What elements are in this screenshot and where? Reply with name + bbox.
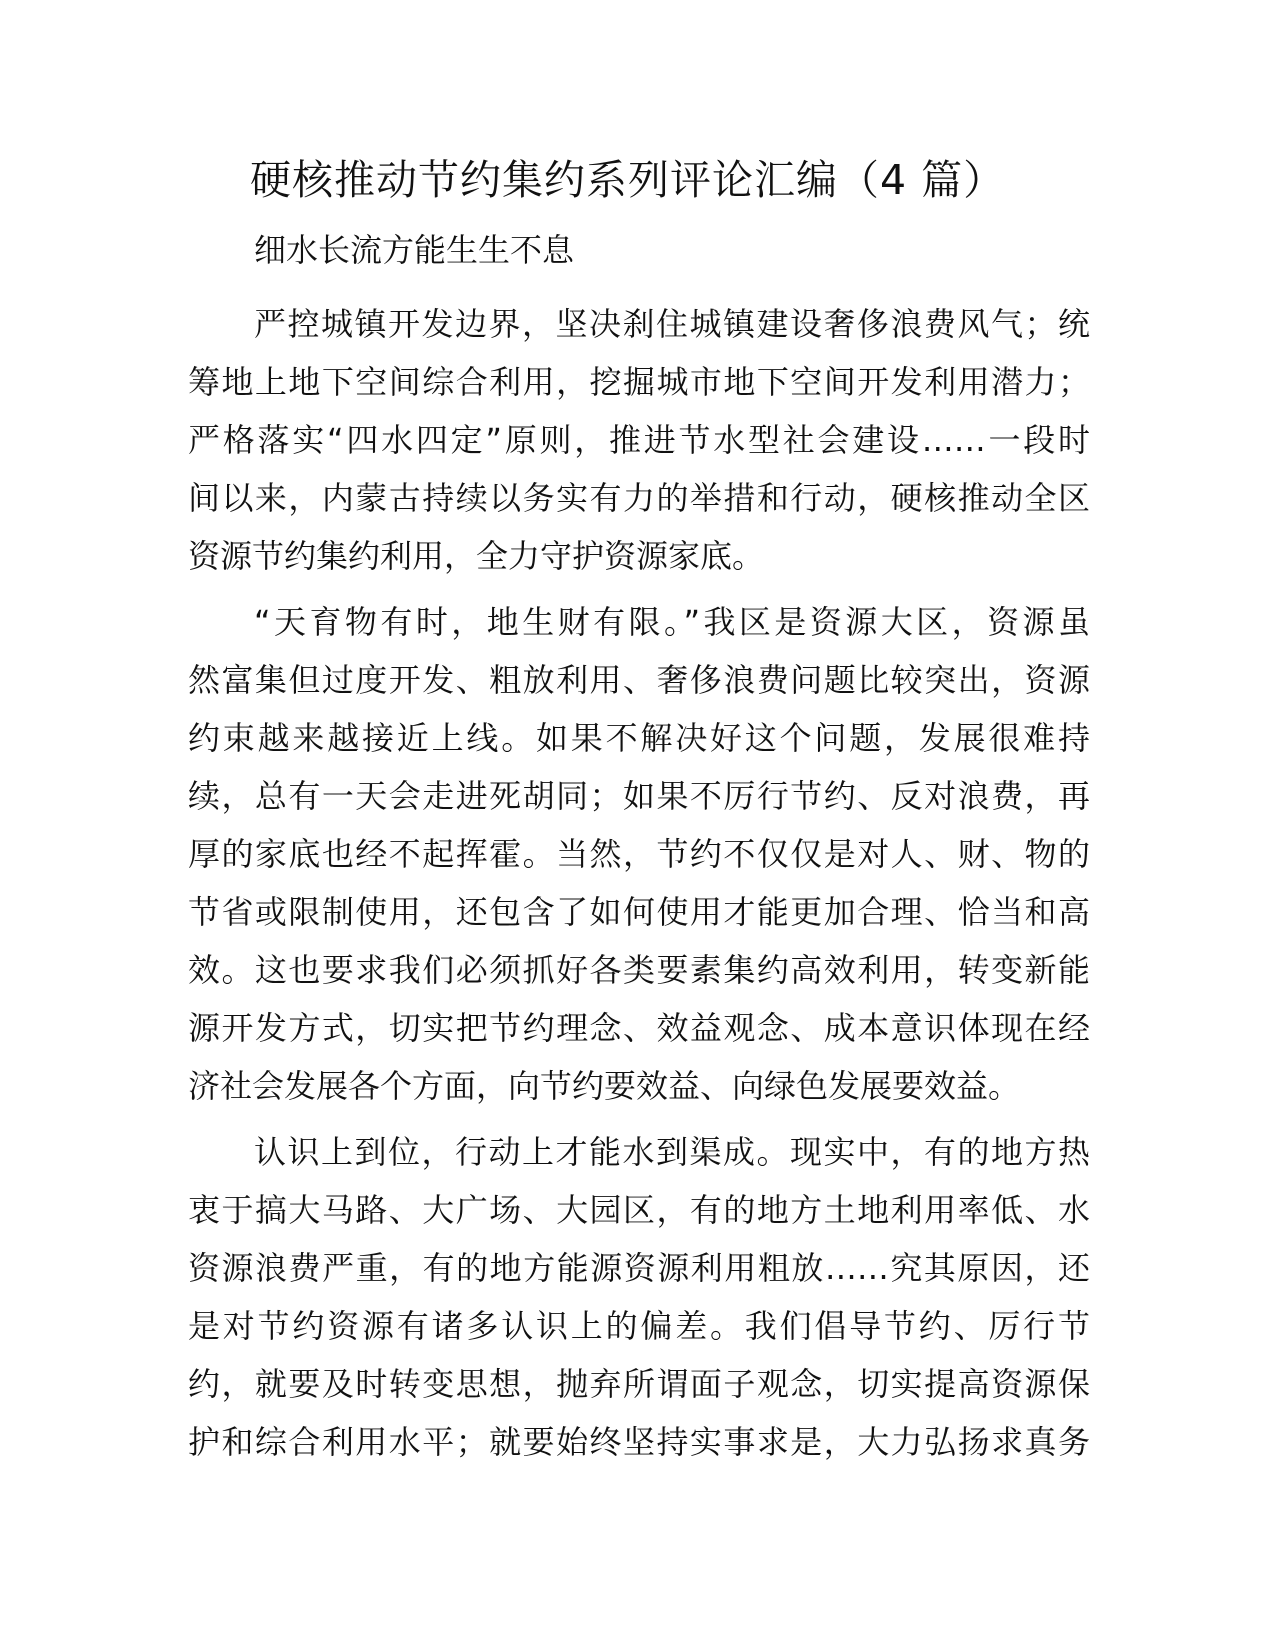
paragraph-line: “天育物有时，地生财有限。”我区是资源大区，资源虽 (254, 603, 1090, 641)
paragraph-line: 间以来，内蒙古持续以务实有力的举措和行动，硬核推动全区 (188, 479, 1090, 517)
paragraph-line: 源开发方式，切实把节约理念、效益观念、成本意识体现在经 (188, 1009, 1090, 1047)
paragraph-line: 认识上到位，行动上才能水到渠成。现实中，有的地方热 (254, 1133, 1090, 1171)
paragraph-line: 严格落实“四水四定”原则，推进节水型社会建设……一段时 (188, 421, 1090, 459)
article-subtitle: 细水长流方能生生不息 (254, 231, 575, 269)
paragraph-line: 厚的家底也经不起挥霍。当然，节约不仅仅是对人、财、物的 (188, 835, 1090, 873)
article-body (188, 295, 1090, 1479)
paragraph-2 (188, 593, 1090, 1115)
paragraph-3 (188, 1123, 1090, 1471)
paragraph-line: 济社会发展各个方面，向节约要效益、向绿色发展要效益。 (188, 1067, 1021, 1105)
paragraph-line: 然富集但过度开发、粗放利用、奢侈浪费问题比较突出，资源 (188, 661, 1090, 699)
document-title: 硬核推动节约集约系列评论汇编（4 篇） (250, 156, 1006, 204)
paragraph-line: 约，就要及时转变思想，抛弃所谓面子观念，切实提高资源保 (188, 1365, 1090, 1403)
paragraph-line: 是对节约资源有诸多认识上的偏差。我们倡导节约、厉行节 (188, 1307, 1090, 1345)
paragraph-line: 续，总有一天会走进死胡同；如果不厉行节约、反对浪费，再 (188, 777, 1090, 815)
paragraph-line: 衷于搞大马路、大广场、大园区，有的地方土地利用率低、水 (188, 1191, 1090, 1229)
paragraph-line: 护和综合利用水平；就要始终坚持实事求是，大力弘扬求真务 (188, 1423, 1090, 1461)
paragraph-1 (188, 295, 1090, 585)
paragraph-line: 筹地上地下空间综合利用，挖掘城市地下空间开发利用潜力； (188, 363, 1090, 401)
paragraph-line: 效。这也要求我们必须抓好各类要素集约高效利用，转变新能 (188, 951, 1090, 989)
paragraph-line: 资源节约集约利用，全力守护资源家底。 (188, 537, 765, 575)
paragraph-line: 节省或限制使用，还包含了如何使用才能更加合理、恰当和高 (188, 893, 1090, 931)
paragraph-line: 约束越来越接近上线。如果不解决好这个问题，发展很难持 (188, 719, 1090, 757)
paragraph-line: 资源浪费严重，有的地方能源资源利用粗放……究其原因，还 (188, 1249, 1090, 1287)
paragraph-line: 严控城镇开发边界，坚决刹住城镇建设奢侈浪费风气；统 (254, 305, 1090, 343)
